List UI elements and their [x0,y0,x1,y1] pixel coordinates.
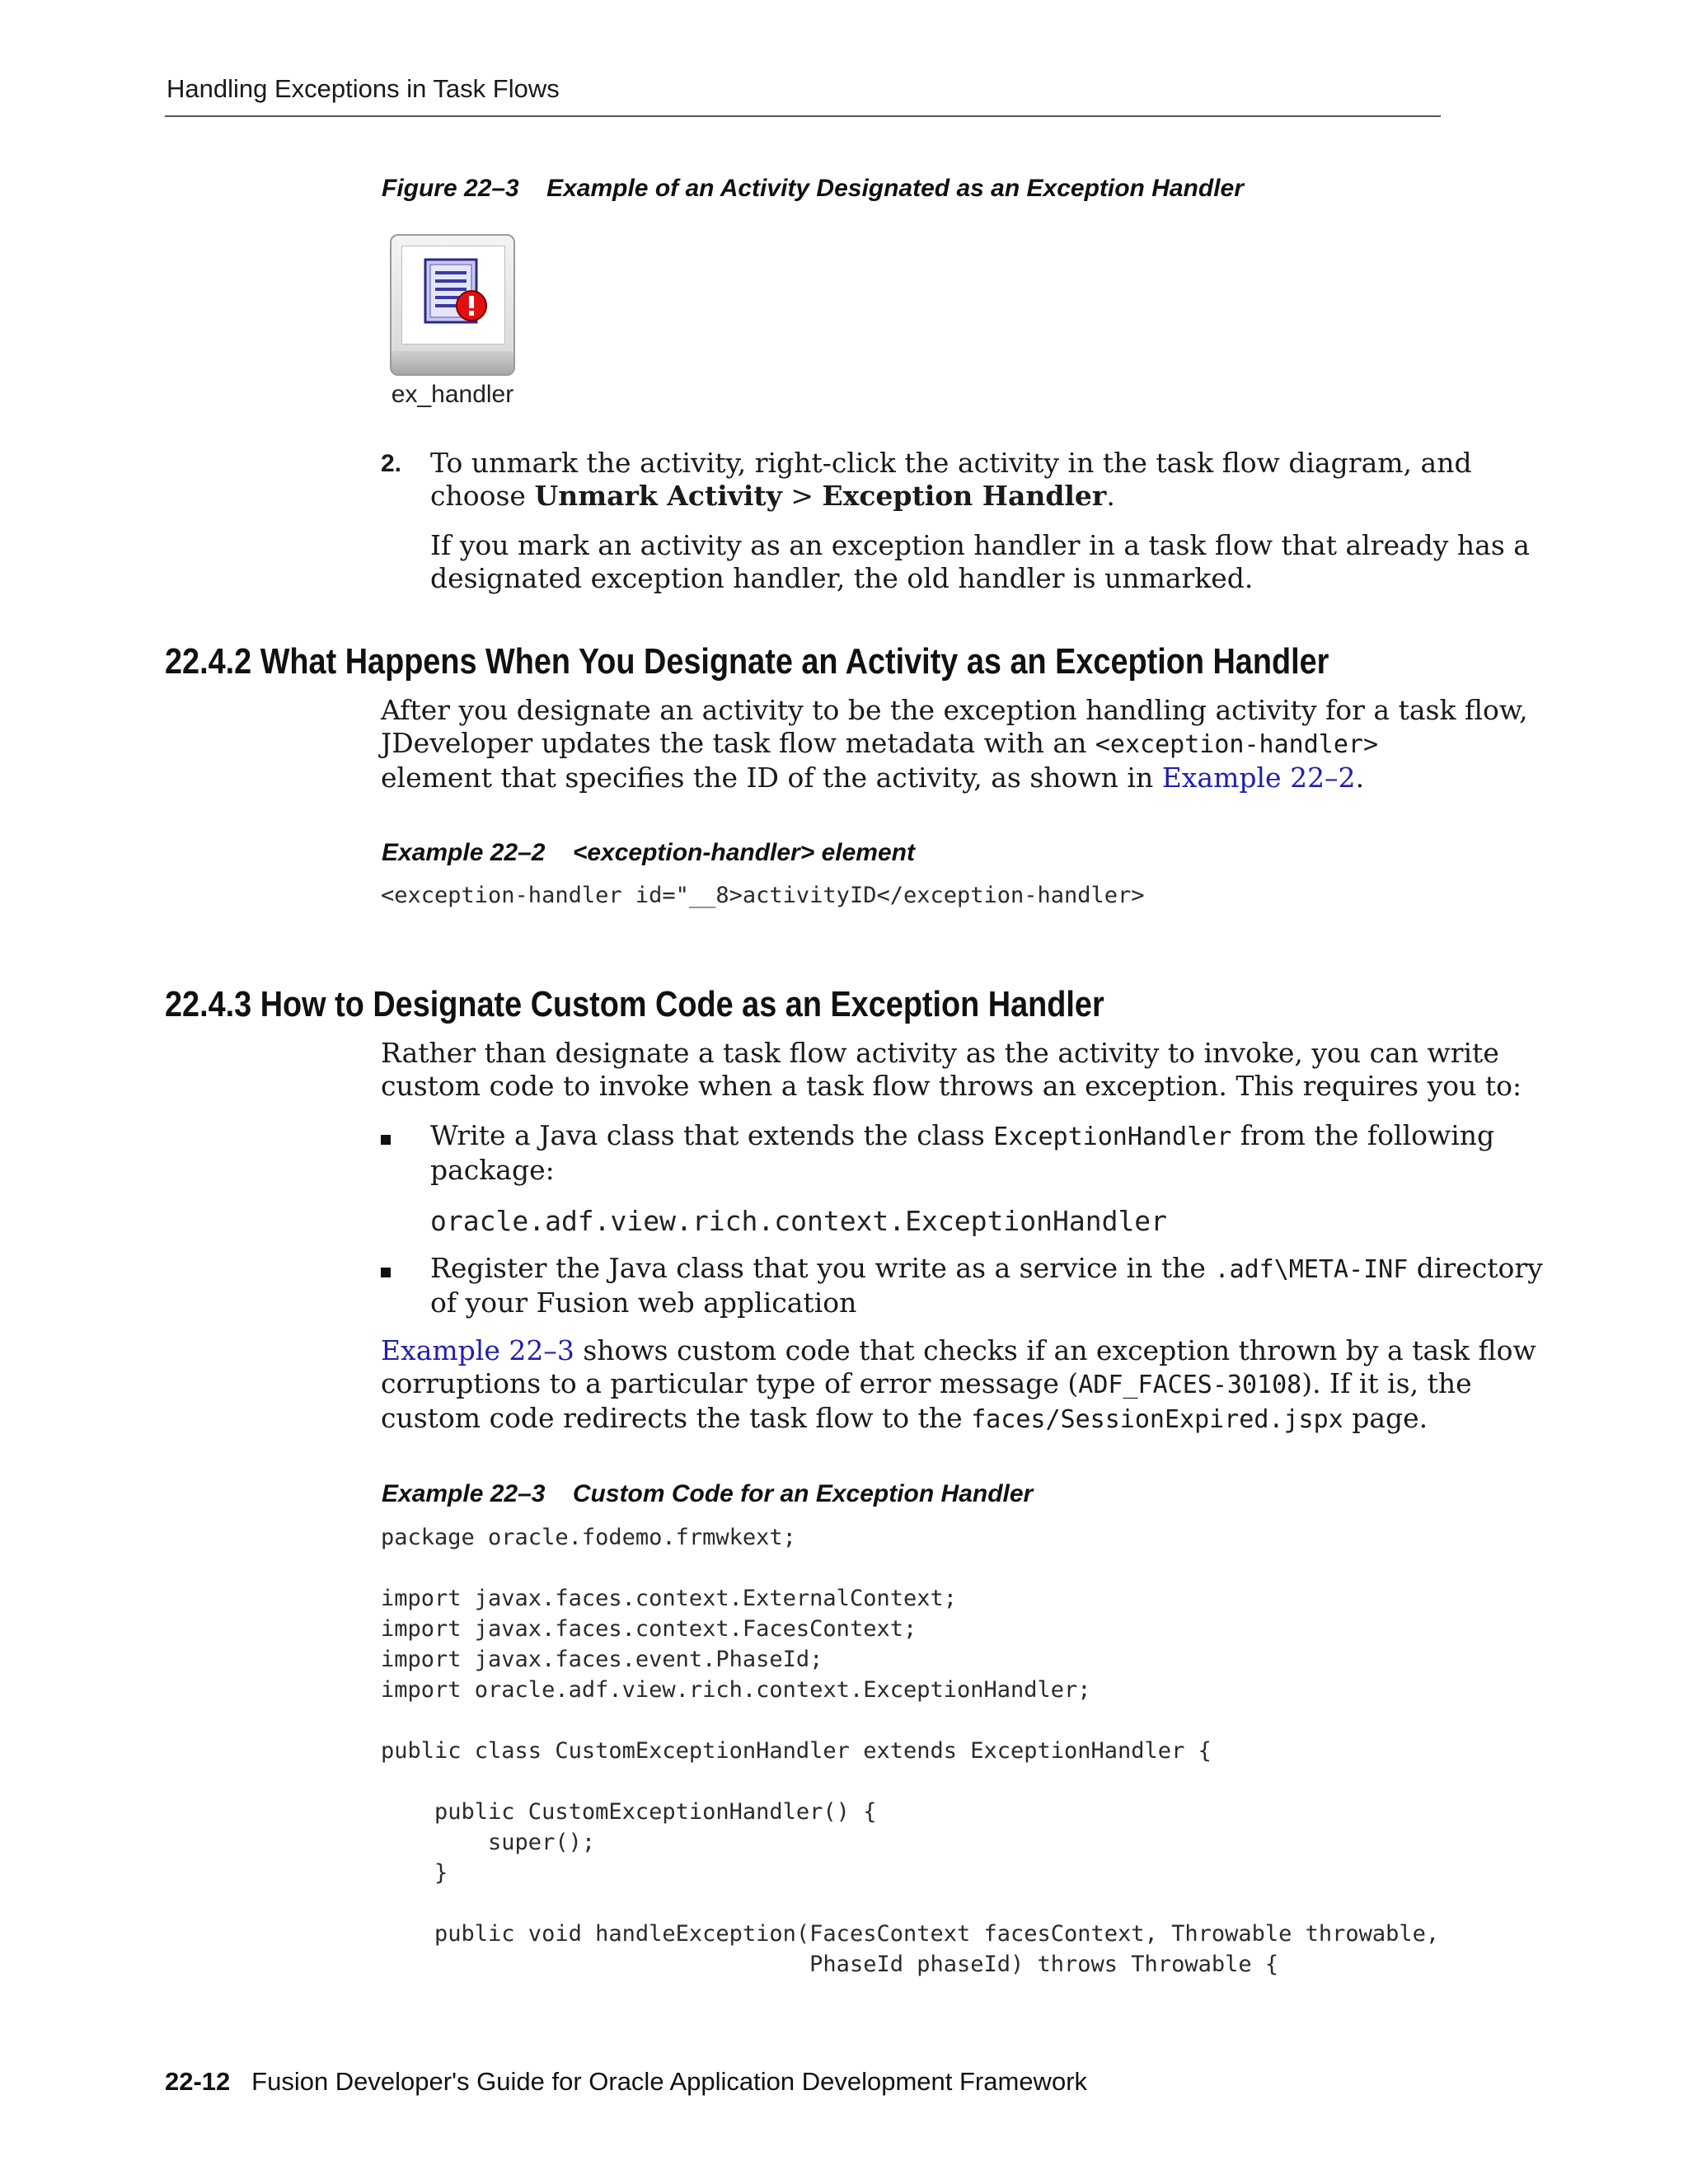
step-number: 2. [381,450,402,477]
bullet2-line2: of your Fusion web application [430,1286,857,1319]
intro-line2-text: corruptions to a particular type of error message ( [381,1367,1079,1399]
bullet1-text-end: from the following [1231,1119,1495,1151]
code-line: import oracle.adf.view.rich.context.ExceptionHandler; [381,1677,1091,1703]
code-line: public CustomExceptionHandler() { [381,1799,877,1825]
icon-footer-bar [392,351,513,374]
section-heading-22-4-3: 22.4.3 How to Designate Custom Code as an Exception Handler [165,984,1104,1024]
bullet-marker [381,1268,391,1277]
intro-line3-end: page. [1343,1402,1428,1434]
unmark-activity-menu-label: Unmark Activity [534,480,782,512]
bullet-item-2 [430,1252,1543,1319]
para-line1: Rather than designate a task flow activity as the activity to invoke, you can write [381,1037,1499,1069]
section-22-4-2-paragraph [381,694,1528,794]
document-page-icon [402,246,504,344]
icon-label: ex_handler [391,381,514,408]
bullet1-line1 [430,1119,1494,1154]
step2-note-line2: designated exception handler, the old handler is unmarked. [430,562,1254,594]
code-line: PhaseId phaseId) throws Throwable { [381,1952,1279,1977]
step2-line2 [430,480,1472,513]
bullet-item-1 [430,1119,1494,1187]
code-line: import javax.faces.event.PhaseId; [381,1647,823,1672]
figure-caption-title: Example of an Activity Designated as an Exception Handler [546,175,1244,202]
step2-line1: To unmark the activity, right-click the activity in the task flow diagram, and [430,447,1472,479]
example-22-3-caption [382,1480,1033,1508]
figure-caption-number: Figure 22–3 [382,175,519,202]
exceptionhandler-class: ExceptionHandler [993,1122,1232,1151]
para-line3 [381,762,1528,794]
meta-inf-path: .adf\META-INF [1214,1255,1409,1284]
code-line: import javax.faces.context.FacesContext; [381,1616,917,1642]
code-line: import javax.faces.context.ExternalContext; [381,1586,957,1611]
para-line2 [381,727,1528,762]
example-22-3-link[interactable]: Example 22–3 [381,1334,574,1366]
exception-handler-activity-icon [390,234,515,376]
intro-line1-text: shows custom code that checks if an exception thrown by a task flow [574,1334,1536,1366]
intro-line2 [381,1367,1536,1402]
icon-canvas [401,246,505,344]
package-name: oracle.adf.view.rich.context.ExceptionHandler [430,1205,1168,1237]
example-22-2-number: Example 22–2 [382,839,546,866]
bullet2-line1 [430,1252,1543,1286]
code-line: package oracle.fodemo.frmwkext; [381,1525,796,1550]
error-code: ADF_FACES-30108 [1078,1371,1302,1399]
para-line2-text: JDeveloper updates the task flow metadata with an [381,727,1095,759]
bullet-marker [381,1135,391,1145]
step2-text [430,447,1472,513]
step2-period: . [1106,480,1115,512]
header-rule [165,115,1441,117]
menu-separator: > [781,480,823,512]
para-line1: After you designate an activity to be the exception handling activity for a task flow, [381,694,1528,726]
code-line: super(); [381,1830,596,1855]
section-heading-22-4-2: 22.4.2 What Happens When You Designate an Activity as an Exception Handler [165,641,1329,682]
code-line: public void handleException(FacesContext facesContext, Throwable throwable, [381,1921,1440,1947]
example-22-2-link[interactable]: Example 22–2 [1161,762,1356,794]
bullet1-line2: package: [430,1154,555,1186]
para-line3-period: . [1355,762,1365,794]
running-header: Handling Exceptions in Task Flows [166,74,560,103]
step2-note-line1: If you mark an activity as an exception handler in a task flow that already has a [430,529,1530,561]
step2-line2-text: choose [430,480,535,512]
intro-line2-end: ). If it is, the [1301,1367,1472,1399]
bullet2-text: Register the Java class that you write as a service in the [430,1252,1215,1284]
session-expired-page: faces/SessionExpired.jspx [971,1405,1343,1434]
intro-line1 [381,1334,1536,1367]
bullet2-text-end: directory [1408,1252,1543,1284]
code-line: public class CustomExceptionHandler extends ExceptionHandler { [381,1738,1212,1764]
page-number: 22-12 [165,2067,231,2096]
para-line2: custom code to invoke when a task flow throws an exception. This requires you to: [381,1070,1522,1102]
example-22-2-title: <exception-handler> element [572,839,915,866]
bullet1-text: Write a Java class that extends the class [430,1119,994,1151]
page-footer [165,2067,1087,2097]
exception-handler-menu-label: Exception Handler [822,480,1107,512]
example-22-3-intro [381,1334,1536,1436]
example-22-3-number: Example 22–3 [382,1480,546,1507]
code-line: } [381,1860,448,1886]
section-22-4-3-paragraph [381,1037,1522,1103]
figure-caption [382,175,1244,203]
intro-line3 [381,1402,1536,1436]
example-22-2-caption [382,839,915,867]
step2-note [430,529,1530,595]
exception-handler-tag: <exception-handler> [1095,730,1379,759]
para-line3-text: element that specifies the ID of the activity, as shown in [381,762,1162,794]
example-22-2-code: <exception-handler id="__8>activityID</exception-handler> [381,883,1145,908]
book-title: Fusion Developer's Guide for Oracle Application Development Framework [251,2067,1088,2096]
example-22-3-title: Custom Code for an Exception Handler [572,1480,1034,1507]
intro-line3-text: custom code redirects the task flow to the [381,1402,972,1434]
